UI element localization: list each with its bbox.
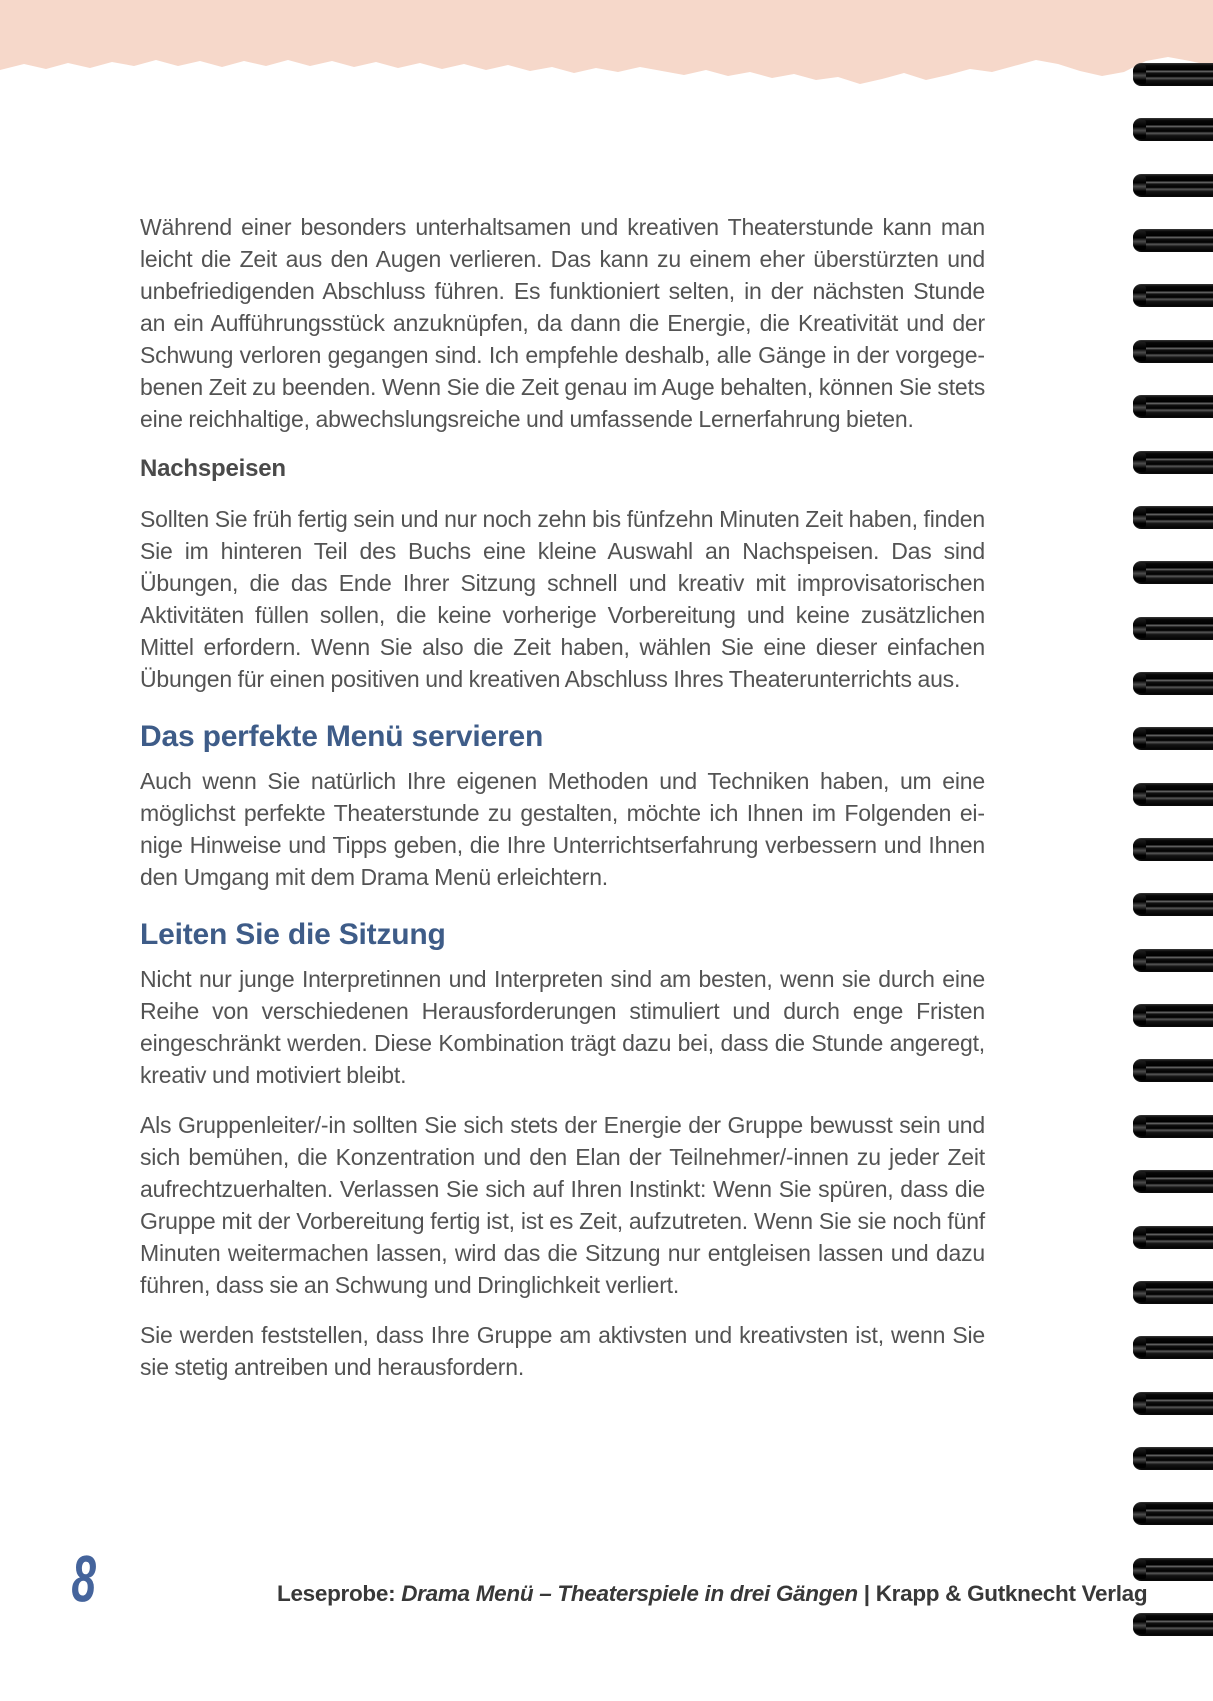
footer-credit — [277, 1581, 1147, 1607]
body-paragraph: Während einer besonders unterhaltsamen und kreativen Theaterstunde kann man leicht die Zeit aus den Augen verlieren. Das kann zu einem eher überstürzten und unbefriedigenden Abschluss führen. Es funktioniert selten, in der nächsten Stunde an ein Aufführungsstück anzuknüpfen, da dann die Energie, die Kreativität und der Schwung verloren gegangen sind. Ich empfehle deshalb, alle Gänge in der vorgegebenen Zeit zu beenden. Wenn Sie die Zeit genau im Auge behalten, können Sie stets eine reichhaltige, abwechslungsreiche und umfassende Lernerfahrung bieten. — [140, 214, 985, 432]
binding-ring — [1133, 1059, 1213, 1082]
binding-ring — [1133, 340, 1213, 363]
subsection-heading: Nachspeisen — [140, 455, 286, 482]
binding-ring — [1133, 1502, 1213, 1525]
binding-ring — [1133, 174, 1213, 197]
credit-publisher: | Krapp & Gutknecht Verlag — [857, 1581, 1148, 1606]
binding-ring — [1133, 1613, 1213, 1636]
binding-ring — [1133, 1004, 1213, 1027]
binding-ring — [1133, 1558, 1213, 1581]
binding-ring — [1133, 63, 1213, 86]
torn-paper-band — [0, 0, 1213, 100]
section-heading: Das perfekte Menü servieren — [140, 720, 544, 753]
body-paragraph: Als Gruppenleiter/-in sollten Sie sich stets der Energie der Gruppe bewusst sein und sich bemühen, die Konzentration und den Elan der Teilnehmer/-innen zu jeder Zeit aufrechtzuerhalten. Verlassen Sie sich auf Ihren Instinkt: Wenn Sie spüren, dass die Gruppe mit der Vorbereitung fertig ist, ist es Zeit, aufzutreten. Wenn Sie sie noch fünf Minuten weitermachen lassen, wird das die Sitzung nur entgleisen lassen und dazu führen, dass sie an Schwung und Dringlichkeit verliert. — [140, 1112, 985, 1298]
binding-ring — [1133, 451, 1213, 474]
credit-prefix: Leseprobe: — [277, 1581, 402, 1606]
binding-ring — [1133, 1281, 1213, 1304]
section-heading: Leiten Sie die Sitzung — [140, 918, 446, 951]
binding-ring — [1133, 118, 1213, 141]
binding-ring — [1133, 395, 1213, 418]
page-number: 8 — [71, 1541, 97, 1616]
binding-ring — [1133, 1170, 1213, 1193]
binding-ring — [1133, 284, 1213, 307]
body-paragraph: Nicht nur junge Interpretinnen und Interpreten sind am besten, wenn sie durch eine Reihe von verschiedenen Herausforderungen stimuliert und durch enge Fristen eingeschränkt werden. Diese Kombination trägt dazu bei, dass die Stunde angeregt, kreativ und motiviert bleibt. — [140, 966, 985, 1088]
binding-ring — [1133, 838, 1213, 861]
body-paragraph: Sie werden feststellen, dass Ihre Gruppe am aktivsten und kreativsten ist, wenn Sie sie stetig antreiben und herausfordern. — [140, 1322, 985, 1380]
binding-ring — [1133, 1336, 1213, 1359]
binding-ring — [1133, 783, 1213, 806]
body-paragraph: Sollten Sie früh fertig sein und nur noch zehn bis fünfzehn Minuten Zeit haben, finden Sie im hinteren Teil des Buchs eine kleine Auswahl an Nachspeisen. Das sind Übungen, die das Ende Ihrer Sitzung schnell und kreativ mit improvisatorischen Aktivitäten füllen sollen, die keine vorherige Vorbereitung und keine zusätzlichen Mittel erfordern. Wenn Sie also die Zeit haben, wählen Sie eine dieser einfachen Übungen für einen positiven und kreativen Abschluss Ihres Theaterunterrichts aus. — [140, 506, 985, 692]
binding-ring — [1133, 506, 1213, 529]
binding-ring — [1133, 229, 1213, 252]
binding-ring — [1133, 727, 1213, 750]
binding-ring — [1133, 949, 1213, 972]
binding-ring — [1133, 1226, 1213, 1249]
page-content — [140, 211, 985, 1401]
spiral-binding — [1133, 0, 1213, 1701]
credit-book-title: Drama Menü – Theaterspiele in drei Gängen — [401, 1581, 858, 1606]
binding-ring — [1133, 1392, 1213, 1415]
binding-ring — [1133, 617, 1213, 640]
binding-ring — [1133, 1115, 1213, 1138]
binding-ring — [1133, 1447, 1213, 1470]
binding-ring — [1133, 893, 1213, 916]
binding-ring — [1133, 561, 1213, 584]
binding-ring — [1133, 672, 1213, 695]
body-paragraph: Auch wenn Sie natürlich Ihre eigenen Methoden und Techniken haben, um eine möglichst perfekte Theaterstunde zu gestalten, möchte ich Ihnen im Folgenden einige Hinweise und Tipps geben, die Ihre Unterrichtserfahrung verbessern und Ihnen den Umgang mit dem Drama Menü erleichtern. — [140, 768, 985, 890]
